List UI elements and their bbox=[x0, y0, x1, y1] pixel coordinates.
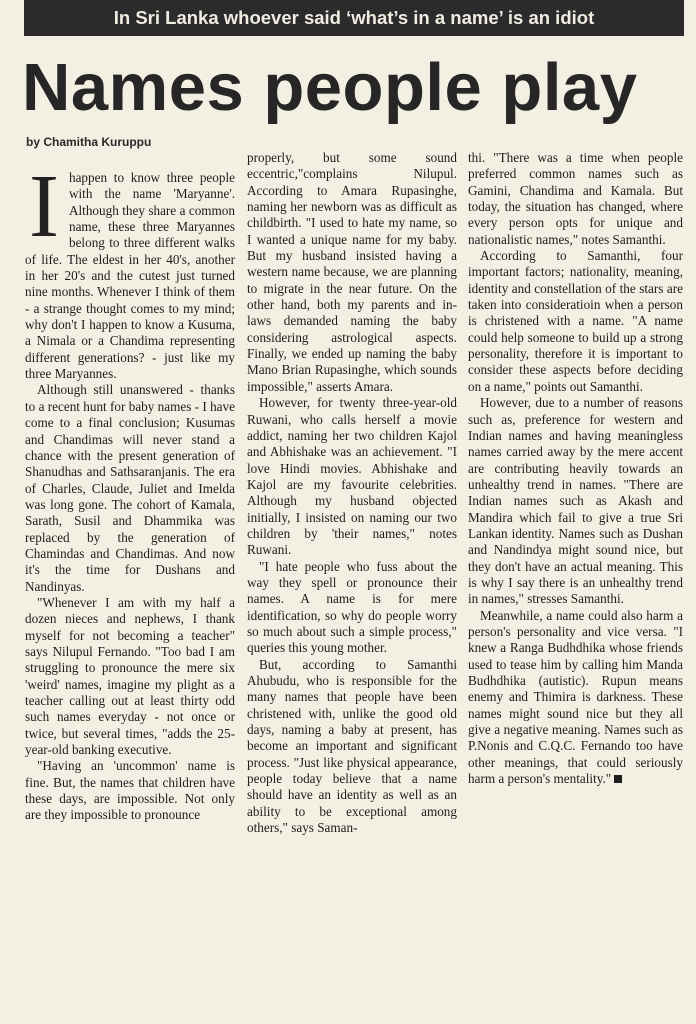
paragraph: "I hate people who fuss about the way they spell or pronounce their names. A name is for mere identification, so why do people worry so much about such a simple process," queries this young mother. bbox=[247, 558, 457, 656]
paragraph: However, due to a number of reasons such as, preference for western and Indian names and having meaningless names carried away by the mere accent are contributing heavily towards an unhealthy trend in names. "There are Indian names such as Akash and Mandira which fail to give a true Sri Lankan identity. Names such as Dushan and Nandindya might sound nice, but they don't have an actual meaning. This is why I say there is an unhealthy trend in names," stresses Samanthi. bbox=[468, 395, 683, 607]
paragraph: According to Samanthi, four important factors; nationality, meaning, identity and constellation of the stars are taken into consideratioin when a person is christened with a name. "A name could help someone to build up a strong personality, therefore it is important to consider these aspects before deciding on a name," points out Samanthi. bbox=[468, 248, 683, 394]
paragraph: properly, but some sound eccentric,"complains Nilupul. According to Amara Rupasinghe, naming her newborn was as difficult as childbirth. "I used to hate my name, so I wanted a unique name for my baby. But my husband insisted having a western name because, we are planning to migrate in the near future. On the other hand, both my parents and in-laws demanded naming the baby considering astrological aspects. Finally, we ended up naming the baby Mano Brian Rupasinghe, which sounds impossible," asserts Amara. bbox=[247, 150, 457, 394]
headline: Names people play bbox=[22, 50, 638, 125]
article-column-2 bbox=[247, 150, 457, 1020]
article-column-1 bbox=[25, 170, 235, 1020]
paragraph-text: Meanwhile, a name could also harm a person's personality and vice versa. "I knew a Ranga Budhdhika whose friends used to tease him by calling him Manda Budhdhika (autistic). Rupun means enemy and Thimira is darkness. These names might sound nice but they all give a negative meaning. Names such as P.Nonis and C.Q.C. Fernando too have other meanings, that could seriously harm a person's mentality." bbox=[468, 607, 683, 787]
paragraph: thi. "There was a time when people preferred common names such as Gamini, Chandima and Kamala. But today, the situation has changed, where every person opts for unique and nationalistic names," notes Samanthi. bbox=[468, 150, 683, 247]
paragraph: However, for twenty three-year-old Ruwani, who calls herself a movie addict, naming her two children Kajol and Abhishake was an achievement. "I love Hindi movies. Abhishake and Kajol are my favourite celebrities. Although my husband objected initially, I insisted on naming our two children by 'their names," notes Ruwani. bbox=[247, 395, 457, 558]
article-column-3 bbox=[468, 150, 683, 1020]
drop-cap: I bbox=[29, 170, 59, 256]
byline: by Chamitha Kuruppu bbox=[26, 135, 152, 149]
kicker-banner: In Sri Lanka whoever said ‘what’s in a name’ is an idiot bbox=[24, 0, 684, 36]
paragraph: "Having an 'uncommon' name is fine. But, the names that children have these days, are impossible. Not only are they impossible to pronounce bbox=[25, 758, 235, 823]
end-of-story-mark bbox=[614, 775, 622, 783]
paragraph: But, according to Samanthi Ahubudu, who is responsible for the many names that people have been christened with, unlike the good old days, naming a baby at present, has become an important and significant process. "Just like physical appearance, people today believe that a name should have an identity as well as an ability to be exceptional among others," says Saman- bbox=[247, 656, 457, 836]
paragraph: happen to know three people with the name 'Maryanne'. Although they share a common name, these three Maryannes belong to three different walks of life. The eldest in her 40's, another in her 20's and the cutest just turned nine months. Whenever I think of them - a strange thought comes to my mind; why don't I happen to know a Kusuma, a Nimala or a Chandima representing different generations? - just like my three Maryannes. bbox=[25, 170, 235, 382]
paragraph: Although still unanswered - thanks to a recent hunt for baby names - I have come to a final conclusion; Kusumas and Chandimas will never stand a chance with the present generation of Shanudhas and Sathsaranjanis. The era of Charles, Claude, Juliet and Imelda was long gone. The cohort of Kamala, Sarath, Susil and Dhammika was replaced by the generation of Chamindas and Chandimas. And now it's the time for Dushans and Nandinyas. bbox=[25, 382, 235, 594]
paragraph: "Whenever I am with my half a dozen nieces and nephews, I thank myself for not becoming a teacher" says Nilupul Fernando. "Too bad I am struggling to pronounce the mere six 'weird' names, imagine my plight as a teacher calling out at least thirty odd such names everyday - not once or twice, but several times, "adds the 25-year-old banking executive. bbox=[25, 594, 235, 758]
paragraph bbox=[468, 608, 683, 788]
